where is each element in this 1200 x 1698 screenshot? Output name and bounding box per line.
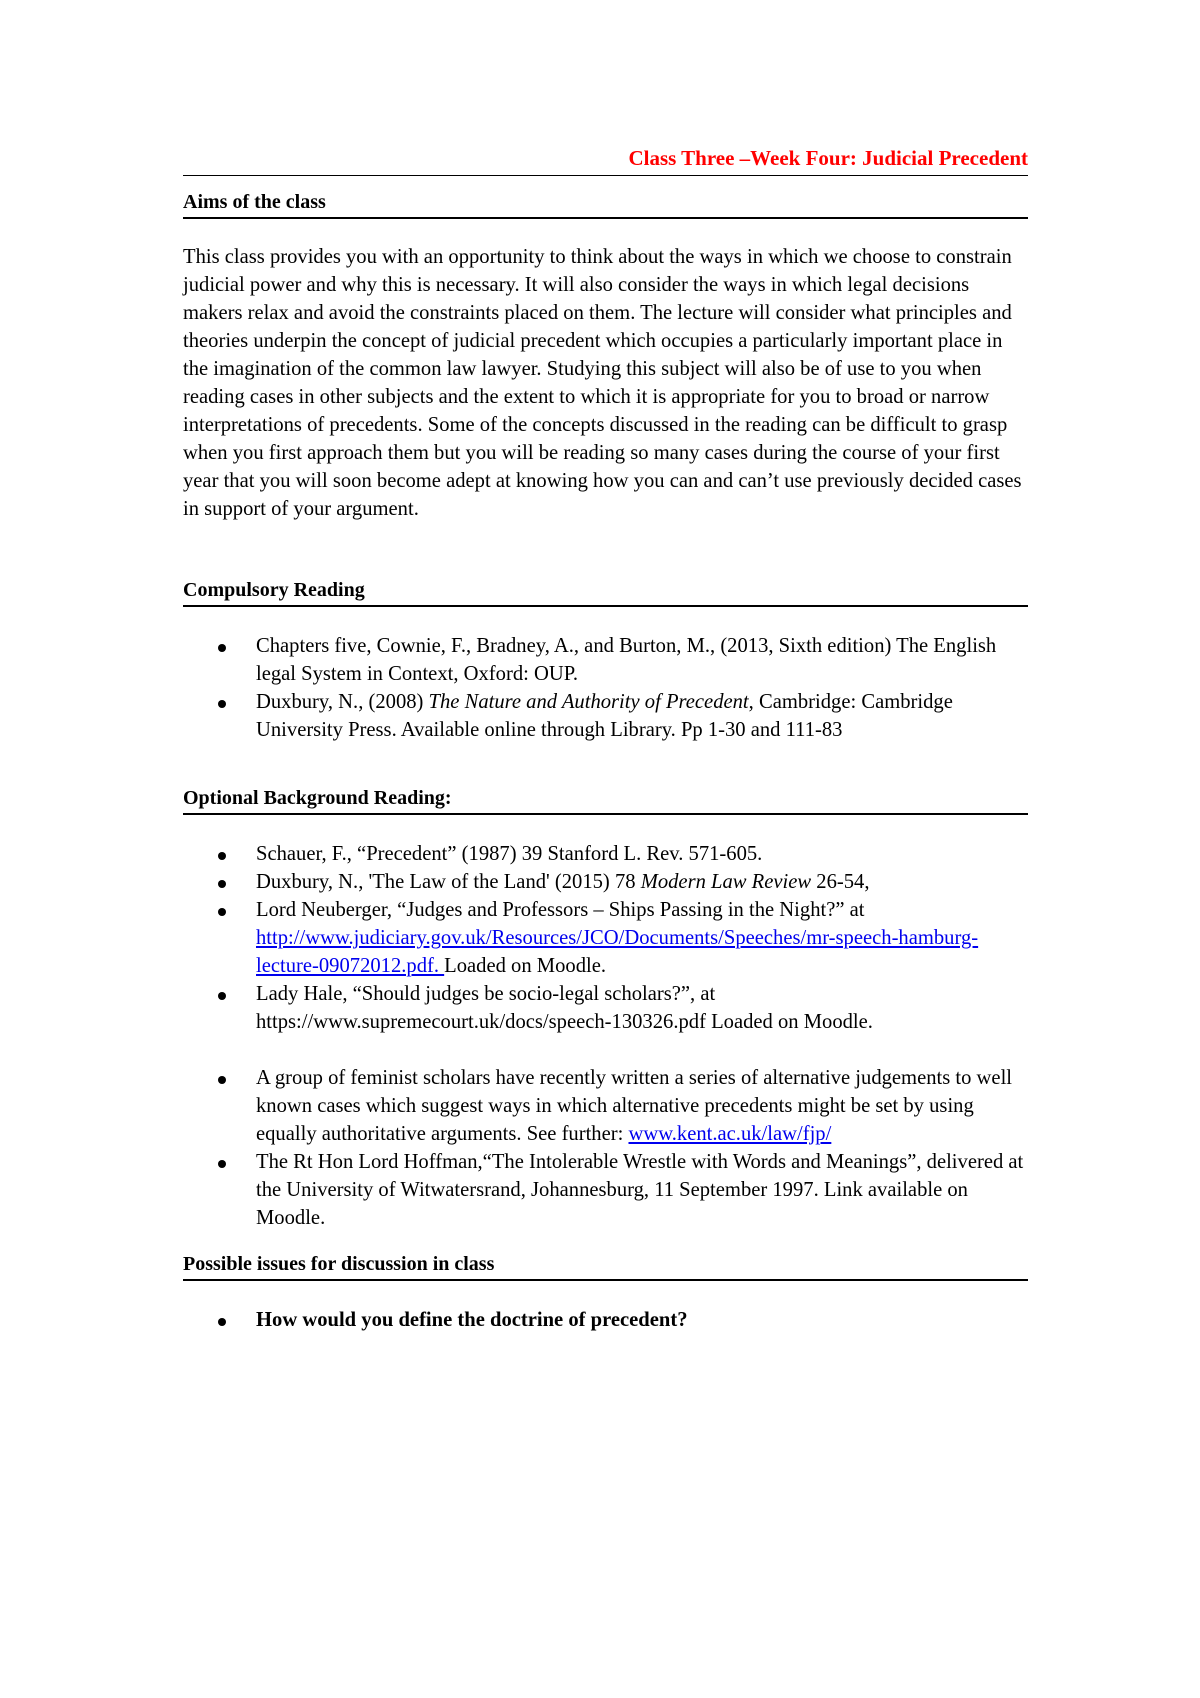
compulsory-reading-heading: Compulsory Reading — [183, 576, 1028, 607]
list-item: The Rt Hon Lord Hoffman,“The Intolerable Wrestle with Words and Meanings”, delivered at the University of Witwatersrand, Johannesburg, 11 September 1997. Link available on Moodle. — [183, 1148, 1028, 1232]
list-item: Lady Hale, “Should judges be socio-legal scholars?”, at https://www.supremecourt.uk/docs/speech-130326.pdf Loaded on Moodle. — [183, 980, 1028, 1036]
bullet-icon — [218, 992, 226, 1000]
optional-reading-list — [183, 840, 1028, 1232]
discussion-list — [183, 1306, 1028, 1334]
book-title: The Nature and Authority of Precedent — [428, 691, 749, 713]
judiciary-speech-link[interactable]: http://www.judiciary.gov.uk/Resources/JCO/Documents/Speeches/mr-speech-hamburg-lecture-09072012.pdf. — [256, 927, 979, 977]
list-item: Schauer, F., “Precedent” (1987) 39 Stanford L. Rev. 571-605. — [183, 840, 1028, 868]
bullet-icon — [218, 908, 226, 916]
bullet-icon — [218, 852, 226, 860]
bullet-icon — [218, 700, 226, 708]
list-item: How would you define the doctrine of precedent? — [183, 1306, 1028, 1334]
compulsory-reading-list — [183, 632, 1028, 744]
list-item: A group of feminist scholars have recently written a series of alternative judgements to well known cases which suggest ways in which alternative precedents might be set by using equally authoritative arguments. See further: www.kent.ac.uk/law/fjp/ — [183, 1064, 1028, 1148]
list-item: Duxbury, N., 'The Law of the Land' (2015) 78 Modern Law Review 26-54, — [183, 868, 1028, 896]
bullet-icon — [218, 1160, 226, 1168]
optional-reading-heading: Optional Background Reading: — [183, 784, 1028, 815]
aims-heading: Aims of the class — [183, 188, 1028, 219]
feminist-judgments-link[interactable]: www.kent.ac.uk/law/fjp/ — [628, 1123, 832, 1145]
list-item: Lord Neuberger, “Judges and Professors – Ships Passing in the Night?” at http://www.judiciary.gov.uk/Resources/JCO/Documents/Speeches/mr-speech-hamburg-lecture-09072012.pdf. Loaded on Moodle. — [183, 896, 1028, 980]
bullet-icon — [218, 1076, 226, 1084]
discussion-heading: Possible issues for discussion in class — [183, 1250, 1028, 1281]
header-divider — [183, 175, 1028, 176]
journal-title: Modern Law Review — [640, 871, 812, 893]
page-title: Class Three –Week Four: Judicial Precedent — [628, 146, 1028, 170]
list-item: Duxbury, N., (2008) The Nature and Authority of Precedent, Cambridge: Cambridge University Press. Available online through Library. Pp 1-30 and 111-83 — [183, 688, 1028, 744]
list-item: Chapters five, Cownie, F., Bradney, A., and Burton, M., (2013, Sixth edition) The English legal System in Context, Oxford: OUP. — [183, 632, 1028, 688]
bullet-icon — [218, 644, 226, 652]
aims-paragraph: This class provides you with an opportunity to think about the ways in which we choose to constrain judicial power and why this is necessary. It will also consider the ways in which legal decisions makers relax and avoid the constraints placed on them. The lecture will consider what principles and theories underpin the concept of judicial precedent which occupies a particularly important place in the imagination of the common law lawyer. Studying this subject will also be of use to you when reading cases in other subjects and the extent to which it is appropriate for you to broad or narrow interpretations of precedents. Some of the concepts discussed in the reading can be difficult to grasp when you first approach them but you will be reading so many cases during the course of your first year that you will soon become adept at knowing how you can and can’t use previously decided cases in support of your argument. — [183, 246, 1022, 520]
bullet-icon — [218, 1318, 226, 1326]
bullet-icon — [218, 880, 226, 888]
